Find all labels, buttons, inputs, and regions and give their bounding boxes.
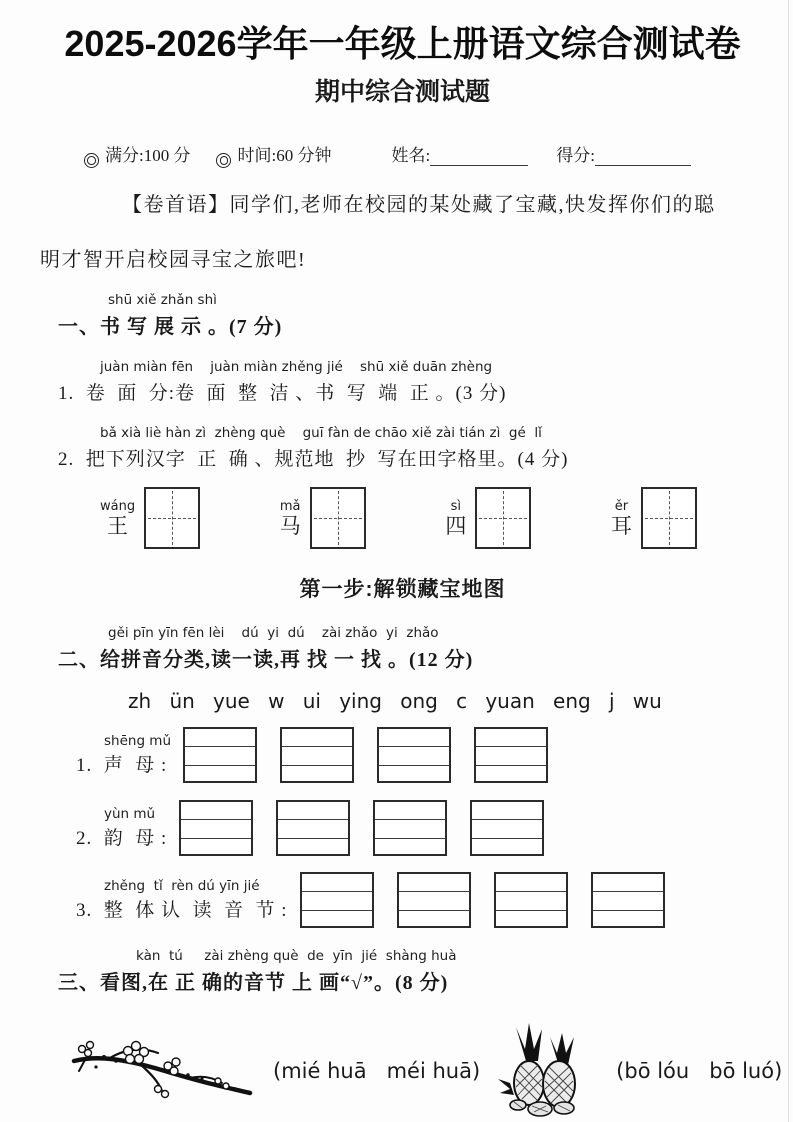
- initials-text: 1. 声 母 :: [76, 755, 168, 776]
- whole-syllables-row: [76, 872, 747, 928]
- pinyin-answer-box[interactable]: [183, 727, 257, 783]
- syllable: zh: [128, 689, 152, 713]
- syllable-list: [128, 689, 662, 713]
- paper-meta-bar: [58, 141, 747, 166]
- hanzi-pinyin: ěr: [614, 498, 629, 514]
- finals-answer-boxes: [179, 800, 544, 856]
- hanzi-copy-row: [100, 487, 697, 549]
- hanzi-char: 王: [107, 513, 129, 538]
- pinyin-answer-box[interactable]: [377, 727, 451, 783]
- finals-pinyin: yùn mǔ: [104, 806, 156, 822]
- pineapple-options[interactable]: (bō lóu bō luó): [616, 1059, 783, 1083]
- pineapple-image: [496, 1021, 596, 1121]
- hanzi-pinyin: wáng: [100, 498, 136, 514]
- plum-options[interactable]: (mié huā méi huā): [273, 1059, 481, 1083]
- pinyin-answer-box[interactable]: [179, 800, 253, 856]
- hanzi-char: 四: [445, 513, 467, 538]
- pinyin-answer-box[interactable]: [276, 800, 350, 856]
- finals-label: [76, 806, 167, 850]
- pinyin-answer-box[interactable]: [494, 872, 568, 928]
- paper-title: 2025-2026学年一年级上册语文综合测试卷: [64, 23, 741, 64]
- paper-subtitle: 期中综合测试题: [314, 78, 490, 106]
- initials-pinyin: shēng mǔ: [104, 733, 172, 749]
- tianzige-box[interactable]: [310, 487, 366, 549]
- section3-heading: 三、看图,在 正 确的音节 上 画“√”。(8 分): [58, 972, 449, 994]
- pinyin-answer-box[interactable]: [397, 872, 471, 928]
- syllable: w: [268, 689, 285, 713]
- syllable: c: [456, 689, 468, 713]
- intro-line-2: 明才智开启校园寻宝之旅吧!: [40, 249, 307, 271]
- hanzi-char: 马: [279, 513, 301, 538]
- pinyin-answer-box[interactable]: [373, 800, 447, 856]
- score-blank[interactable]: [595, 148, 691, 166]
- intro-paragraph: [40, 188, 747, 277]
- syllable: ui: [302, 689, 321, 713]
- whole-syllables-answer-boxes: [300, 872, 665, 928]
- score-label: 得分:: [556, 146, 595, 165]
- hanzi-pinyin: mǎ: [279, 498, 301, 514]
- section1-pinyin: shū xiě zhǎn shì: [108, 292, 217, 308]
- syllable: yue: [213, 689, 250, 713]
- hanzi-pinyin: sì: [450, 498, 462, 514]
- hanzi-group-wang: [100, 487, 200, 549]
- syllable: yuan: [485, 689, 535, 713]
- section2-pinyin: gěi pīn yīn fēn lèi dú yi dú zài zhǎo yi zhǎo: [108, 625, 439, 641]
- name-blank[interactable]: [430, 148, 528, 166]
- item2-pinyin: bǎ xià liè hàn zì zhèng què guī fàn de chāo xiě zài tián zì gé lǐ: [100, 425, 542, 441]
- initials-row: [76, 727, 747, 783]
- hanzi-group-si: [445, 487, 531, 549]
- pinyin-answer-box[interactable]: [591, 872, 665, 928]
- pinyin-answer-box[interactable]: [470, 800, 544, 856]
- syllable: ong: [400, 689, 438, 713]
- section3-pinyin: kàn tú zài zhèng què de yīn jié shàng huà: [136, 948, 457, 964]
- name-label: 姓名:: [391, 146, 431, 165]
- full-score-icon: [84, 153, 99, 168]
- initials-label: [76, 733, 171, 777]
- pinyin-answer-box[interactable]: [474, 727, 548, 783]
- item2-text: 2. 把下列汉字 正 确 、规范地 抄 写在田字格里。(4 分): [58, 449, 569, 470]
- syllable: j: [608, 689, 615, 713]
- tianzige-box[interactable]: [641, 487, 697, 549]
- intro-line-1: 【卷首语】同学们,老师在校园的某处藏了宝藏,快发挥你们的聪: [122, 194, 716, 216]
- section2-heading: 二、给拼音分类,读一读,再 找 一 找 。(12 分): [58, 649, 474, 671]
- hanzi-group-ma: [280, 487, 366, 549]
- initials-answer-boxes: [183, 727, 548, 783]
- syllable: ying: [339, 689, 382, 713]
- hanzi-label: [280, 499, 301, 538]
- item1-text: 1. 卷 面 分:卷 面 整 洁 、书 写 端 正 。(3 分): [58, 383, 507, 404]
- pinyin-answer-box[interactable]: [280, 727, 354, 783]
- syllable: eng: [553, 689, 591, 713]
- syllable: ün: [169, 689, 195, 713]
- hanzi-label: [100, 499, 135, 538]
- plum-blossom-image: [70, 1031, 255, 1111]
- item1-pinyin: juàn miàn fēn juàn miàn zhěng jié shū xiě duān zhèng: [100, 359, 493, 375]
- step-banner: 第一步:解锁藏宝地图: [299, 578, 506, 601]
- finals-row: [76, 800, 747, 856]
- pinyin-answer-box[interactable]: [300, 872, 374, 928]
- time-label: 时间:60 分钟: [237, 146, 332, 165]
- syllable: wu: [632, 689, 662, 713]
- section1-heading: 一、书 写 展 示 。(7 分): [58, 316, 283, 338]
- tianzige-box[interactable]: [475, 487, 531, 549]
- whole-syllables-label: [76, 878, 288, 922]
- hanzi-label: [445, 499, 466, 538]
- hanzi-group-er: [611, 487, 697, 549]
- time-icon: [216, 153, 231, 168]
- whole-syllables-pinyin: zhěng tǐ rèn dú yīn jié: [104, 878, 260, 894]
- finals-text: 2. 韵 母 :: [76, 828, 168, 849]
- picture-question-row: [70, 1021, 783, 1121]
- hanzi-char: 耳: [610, 513, 632, 538]
- whole-syllables-text: 3. 整 体 认 读 音 节 :: [76, 900, 288, 921]
- full-score-label: 满分:100 分: [105, 146, 191, 165]
- tianzige-box[interactable]: [144, 487, 200, 549]
- hanzi-label: [611, 499, 632, 538]
